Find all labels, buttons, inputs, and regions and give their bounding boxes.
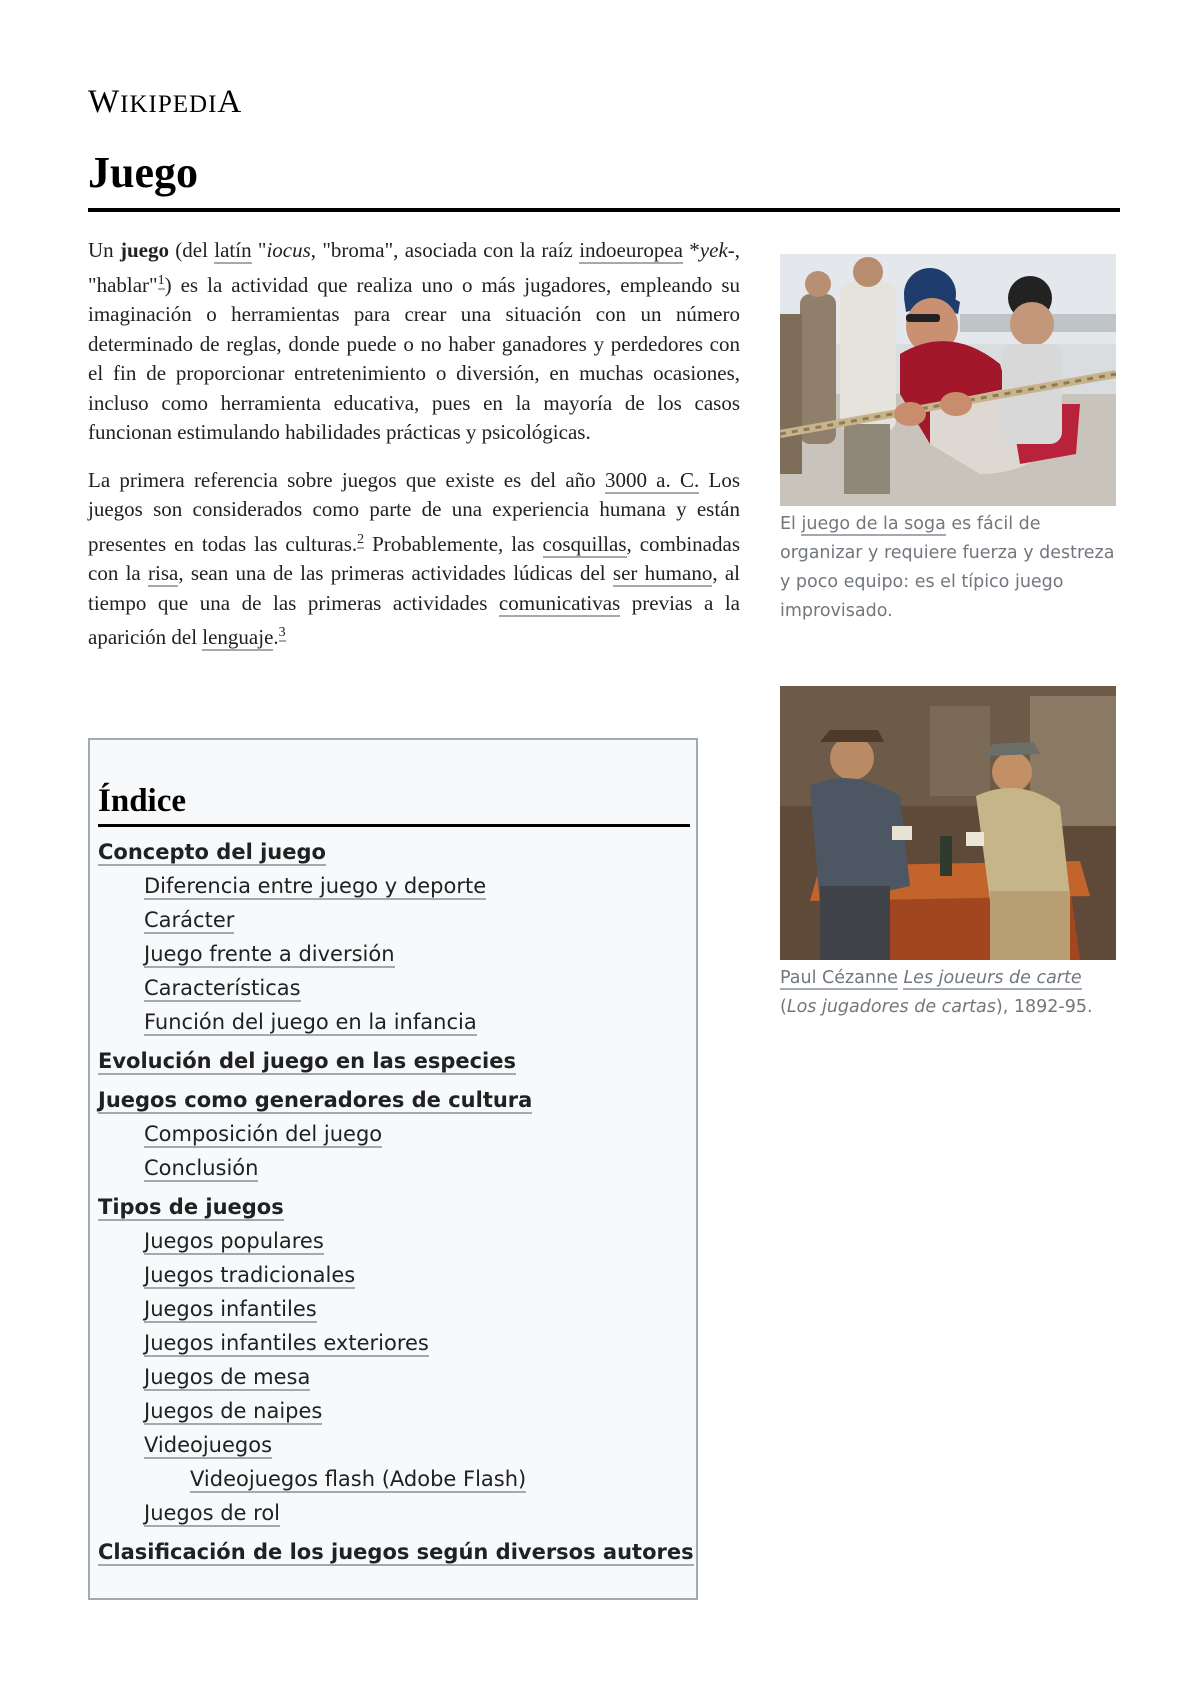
article-body [88,236,740,671]
figure-caption: El juego de la soga es fácil de organizar y requiere fuerza y destreza y poco equipo: es el típico juego improvisado. [780,514,1115,621]
tug-of-war-photo[interactable] [780,254,1116,506]
link-cosquillas[interactable]: cosquillas [542,531,627,556]
toc-item[interactable]: Juegos tradicionales [144,1263,356,1287]
intro-paragraph-1: Un juego (del latín "iocus, "broma", asociada con la raíz indoeuropea *yek-, "hablar"$^1$) es la actividad que realiza uno o más jugadores, empleando su imaginación o herramientas para crear una situación con un número determinado de reglas, donde puede o no haber ganadores y perdedores con el fin de proporcionar entretenimiento o diversión, en muchas ocasiones, incluso como herramienta educativa, pues en la mayoría de los casos funcionan estimulando habilidades prácticas y psicológicas. [88,238,741,444]
toc-item[interactable]: Concepto del juego [98,840,326,864]
card-players-painting[interactable] [780,686,1116,960]
toc-item[interactable]: Juegos como generadores de cultura [98,1088,533,1112]
toc-item[interactable]: Función del juego en la infancia [144,1010,477,1034]
figure-tug-of-war [780,254,1116,626]
reference-1[interactable]: 1 [157,272,165,288]
toc-item[interactable]: Conclusión [144,1156,259,1180]
toc-title: Índice [98,780,690,827]
toc-item[interactable]: Evolución del juego en las especies [98,1049,516,1073]
toc-item[interactable]: Clasificación de los juegos según diversos autores [98,1540,694,1564]
toc-list [98,836,698,1569]
link-latin[interactable]: latín [214,238,252,262]
toc-item[interactable]: Juegos de mesa [144,1365,311,1389]
link-juego-de-la-soga[interactable]: juego de la soga [801,514,946,534]
reference-2[interactable]: 2 [357,531,365,547]
toc-item[interactable]: Composición del juego [144,1122,383,1146]
link-indoeuropea[interactable]: indoeuropea [579,238,683,262]
link-les-joueurs-de-carte[interactable]: Les joueurs de carte [903,968,1082,988]
toc-item[interactable]: Carácter [144,908,235,932]
toc-item[interactable]: Características [144,976,301,1000]
figure-cezanne [780,686,1116,1022]
link-ser-humano[interactable]: ser humano [612,561,713,585]
toc-item[interactable]: Videojuegos [144,1433,273,1457]
toc-item[interactable]: Tipos de juegos [98,1195,284,1219]
link-paul-cezanne[interactable]: Paul Cézanne [780,968,898,988]
toc-item[interactable]: Juegos de rol [144,1501,280,1525]
intro-paragraph-2: La primera referencia sobre juegos que existe es del año 3000 a. C. Los juegos son considerados como parte de una experiencia humana y están presentes en todas las culturas.$^2$ Probablemente, las cosquillas, combinadas con la risa, sean una de las primeras actividades lúdicas del ser humano, al tiempo que una de las primeras actividades comunicativas previas a la aparición del lenguaje.$^3$ [88,467,741,649]
reference-3[interactable]: 3 [278,625,286,640]
toc-item[interactable]: Videojuegos flash (Adobe Flash) [190,1467,527,1491]
link-lenguaje[interactable]: lenguaje [202,625,274,649]
table-of-contents [88,738,698,1600]
link-risa[interactable]: risa [148,561,179,585]
link-comunicativas[interactable]: comunicativas [498,590,621,615]
wikipedia-logo[interactable]: WIKIPEDIA [88,84,243,120]
toc-item[interactable]: Juegos infantiles [144,1297,317,1321]
page-title: Juego [88,146,1120,212]
toc-item[interactable]: Diferencia entre juego y deporte [144,874,487,898]
link-3000-ac[interactable]: 3000 a. C. [604,467,700,492]
toc-item[interactable]: Juego frente a diversión [144,942,395,966]
toc-item[interactable]: Juegos populares [144,1229,324,1253]
toc-item[interactable]: Juegos de naipes [144,1399,323,1423]
figure-caption: Paul Cézanne Les joueurs de carte (Los jugadores de cartas), 1892-95. [780,968,1093,1017]
toc-item[interactable]: Juegos infantiles exteriores [144,1331,429,1355]
